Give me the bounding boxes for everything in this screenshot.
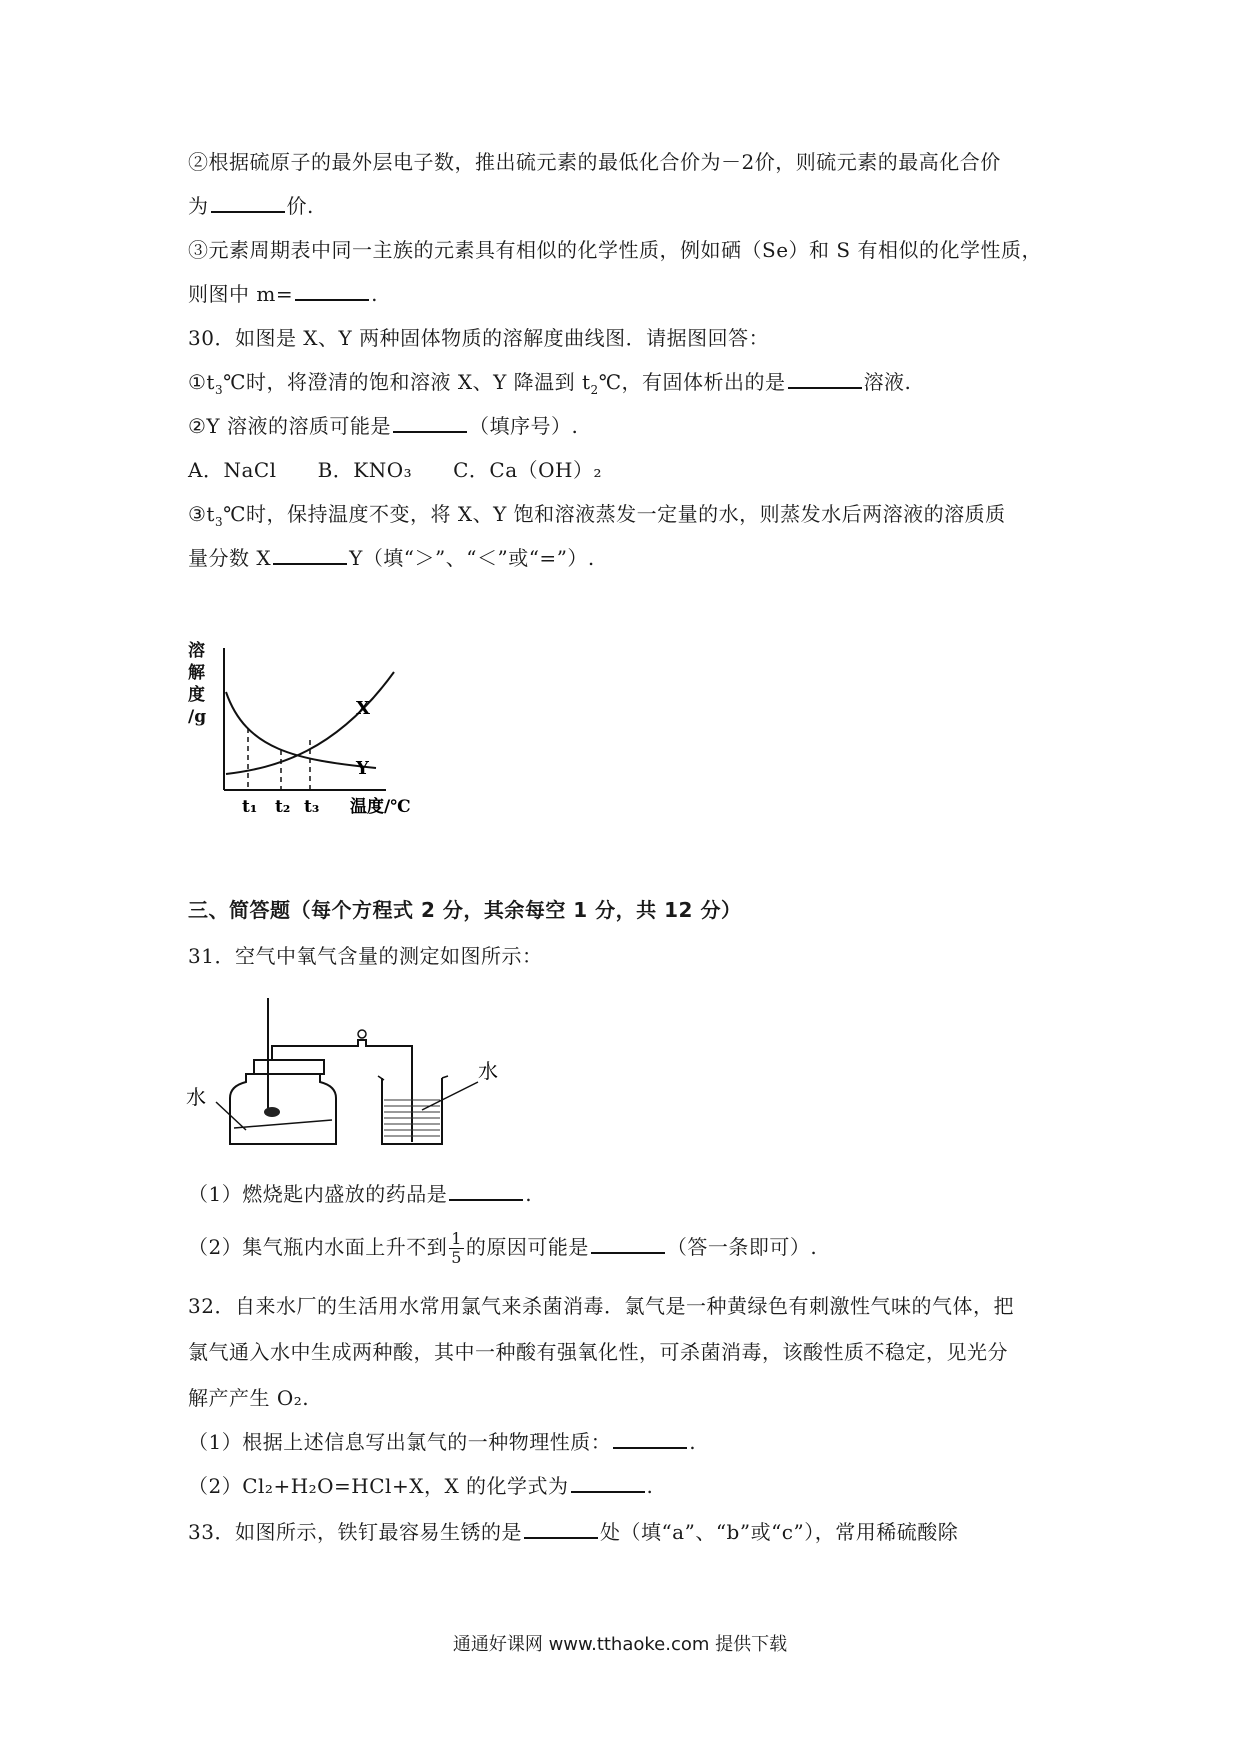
q32-stem-line3: 解产产生 O₂. <box>188 1386 310 1410</box>
q30-options: A．NaCl B．KNO₃ C．Ca（OH）₂ <box>188 458 603 482</box>
answer-blank[interactable] <box>449 1198 523 1201</box>
q29-part3-line2: 则图中 m= . <box>188 282 378 306</box>
q31-stem: 31．空气中氧气含量的测定如图所示： <box>188 944 543 968</box>
ylabel-char: 度 <box>188 685 205 705</box>
q30-part3-line1: $③t_3℃$时，保持温度不变，将 X、Y 饱和溶液蒸发一定量的水，则蒸发水后两溶液的溶质质 <box>188 502 1006 529</box>
q30-part1: $①t_3℃$时，将澄清的饱和溶液 X、Y 降温到 $t_2℃$，有固体析出的是 溶液. <box>188 370 912 397</box>
answer-blank[interactable] <box>211 210 285 213</box>
answer-blank[interactable] <box>591 1251 665 1254</box>
ylabel-char: 解 <box>188 663 205 683</box>
answer-blank[interactable] <box>788 386 862 389</box>
q29-part2-line2: 为 价. <box>188 194 314 218</box>
answer-blank[interactable] <box>524 1536 598 1539</box>
solubility-chart <box>186 640 446 820</box>
series-label-x: X <box>356 698 370 719</box>
answer-blank[interactable] <box>613 1446 687 1449</box>
ylabel-char: /g <box>188 707 207 727</box>
q30-stem: 30．如图是 X、Y 两种固体物质的溶解度曲线图．请据图回答： <box>188 326 770 350</box>
x-axis-label: 温度/℃ <box>350 797 411 817</box>
water-label-right: 水 <box>478 1059 498 1083</box>
answer-blank[interactable] <box>295 298 369 301</box>
section-heading: 三、简答题（每个方程式 2 分，其余每空 1 分，共 12 分） <box>188 898 742 922</box>
water-label-left: 水 <box>186 1085 206 1109</box>
apparatus-diagram <box>186 990 526 1160</box>
series-label-y: Y <box>356 758 369 779</box>
answer-blank[interactable] <box>273 562 347 565</box>
q29-part2-line1: ②根据硫原子的最外层电子数，推出硫元素的最低化合价为－2价，则硫元素的最高化合价 <box>188 150 1001 174</box>
q32-part1: （1）根据上述信息写出氯气的一种物理性质： . <box>188 1430 697 1454</box>
q32-stem-line1: 32．自来水厂的生活用水常用氯气来杀菌消毒．氯气是一种黄绿色有刺激性气味的气体，把 <box>188 1294 1014 1318</box>
ylabel-char: 溶 <box>188 641 205 661</box>
q32-part2: （2）Cl₂+H₂O=HCl+X，X 的化学式为 . <box>188 1474 654 1498</box>
q31-part2: （2）集气瓶内水面上升不到 $\frac{1}{5}$ 的原因可能是 （答一条即可）. <box>188 1229 818 1267</box>
x-tick-label: t₁ <box>242 797 258 817</box>
q32-stem-line2: 氯气通入水中生成两种酸，其中一种酸有强氧化性，可杀菌消毒，该酸性质不稳定，见光分 <box>188 1340 1008 1364</box>
fraction-one-fifth: $\frac{1}{5}$ <box>451 1229 462 1267</box>
q30-part2: ②Y 溶液的溶质可能是 （填序号）. <box>188 414 579 438</box>
answer-blank[interactable] <box>393 430 467 433</box>
q31-part1: （1）燃烧匙内盛放的药品是 . <box>188 1182 533 1206</box>
page-footer: 通通好课网 www.tthaoke.com 提供下载 <box>452 1634 788 1655</box>
x-tick-label: t₂ <box>275 797 291 817</box>
q29-part3-line1: ③元素周期表中同一主族的元素具有相似的化学性质，例如硒（Se）和 S 有相似的化学性质， <box>188 238 1042 262</box>
q33-stem: 33．如图所示，铁钉最容易生锈的是 处（填“a”、“b”或“c”），常用稀硫酸除 <box>188 1520 959 1544</box>
x-tick-label: t₃ <box>304 797 320 817</box>
q30-part3-line2: 量分数 X Y（填“＞”、“＜”或“=”）. <box>188 546 595 570</box>
answer-blank[interactable] <box>571 1490 645 1493</box>
